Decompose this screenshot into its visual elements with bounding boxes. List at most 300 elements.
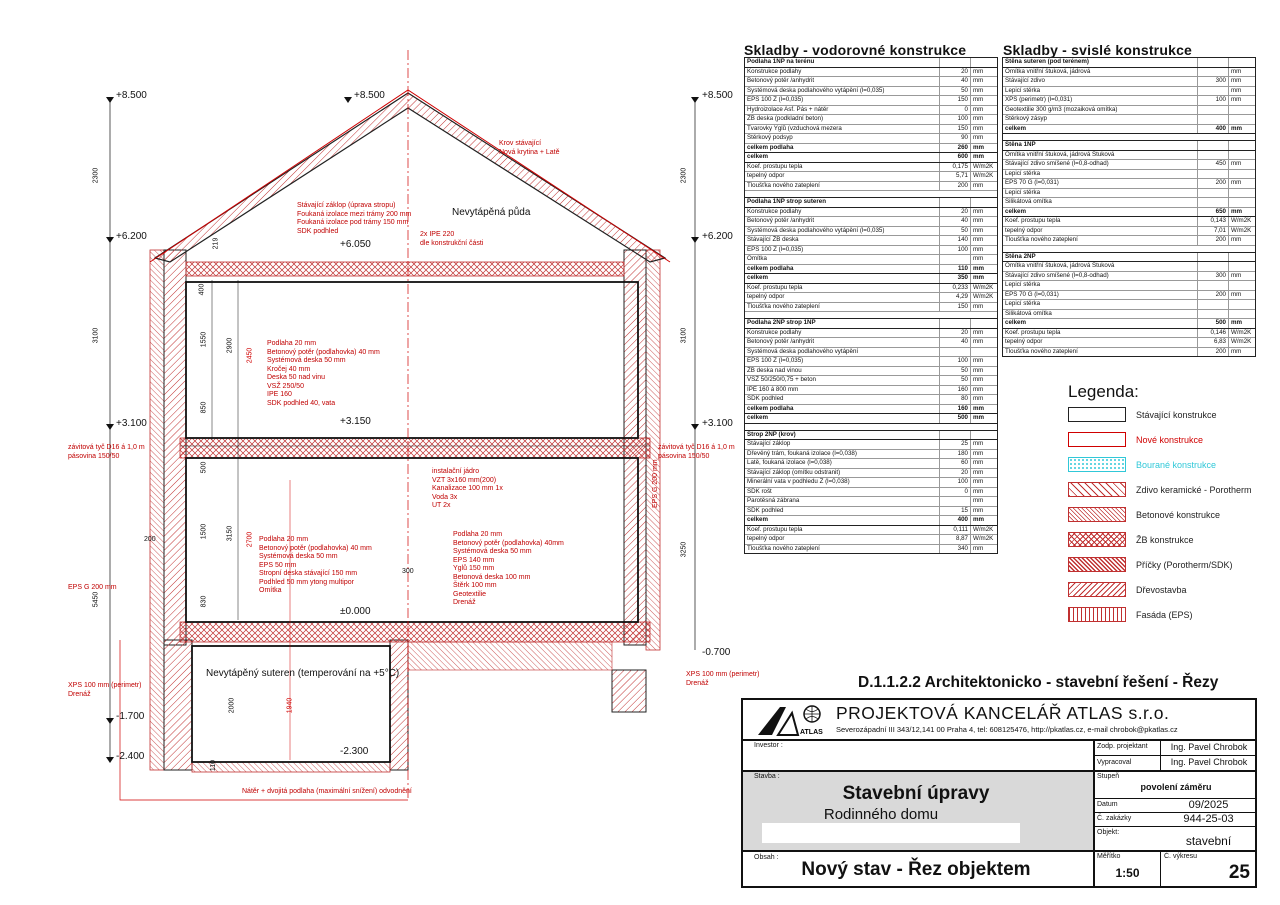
obsah-label: Obsah : [754, 854, 779, 861]
row-label: Silikátová omítka [1003, 198, 1198, 207]
row-unit: mm [973, 449, 984, 457]
investor-label: Investor : [754, 742, 783, 749]
note-line: Nová krytina + Latě [499, 148, 560, 156]
row-unit [971, 319, 997, 328]
row-label: Koef. prostupu tepla [745, 163, 940, 172]
level-terrain: -0.700 [702, 647, 731, 658]
row-label: celkem [1003, 208, 1198, 217]
dim-1550: 1550 [200, 331, 208, 348]
atlas-logo-icon [756, 703, 826, 737]
row-label: Stěna 2NP [1003, 253, 1198, 262]
legend-label: Bourané konstrukce [1136, 459, 1217, 470]
row-label: Koef. prostupu tepla [745, 526, 940, 535]
row-label: Systémová deska podlahového vytápění (l=0,035) [745, 87, 940, 96]
row-label: EPS 70 G (l=0,031) [1003, 291, 1198, 300]
row-value: 300 [1198, 272, 1229, 281]
row-value: 500 [1198, 319, 1229, 328]
schedule-row [745, 227, 997, 237]
row-unit: mm [973, 274, 985, 281]
row-value: 200 [1198, 291, 1229, 300]
schedule-row [1003, 170, 1255, 180]
row-label: Betonový potěr /anhydrit [745, 217, 940, 226]
row-value: 8,87 [940, 535, 971, 544]
row-value: 0,175 [940, 163, 971, 172]
row-value [1198, 310, 1229, 319]
row-label: Hydroizolace Asf. Pás + nátěr [745, 106, 940, 115]
note-line: pásovina 150/50 [658, 452, 710, 460]
row-value [1198, 281, 1229, 290]
row-unit: mm [973, 385, 984, 393]
row-label: Silikátová omítka [1003, 310, 1198, 319]
row-unit: mm [973, 255, 984, 262]
note-line: 2x IPE 220 [420, 231, 455, 238]
row-value: 200 [1198, 348, 1229, 357]
note-line: Stropní deska stávající 150 mm [259, 570, 358, 577]
row-unit [1229, 151, 1255, 160]
datum-label: Datum [1097, 801, 1118, 808]
note-line: Kročej 40 mm [267, 365, 311, 373]
level-base-inner: -2.300 [340, 746, 369, 757]
row-value: 400 [1198, 125, 1229, 134]
row-unit: mm [973, 497, 984, 504]
row-label: Stávající zdivo smíšené (l=0,8-odhad) [1003, 160, 1198, 169]
schedule-row [745, 58, 997, 68]
note-line: IPE 160 [267, 391, 292, 398]
row-label: celkem podlaha [745, 405, 940, 414]
dim-left-top: 2300 [92, 167, 100, 184]
row-unit: mm [973, 404, 985, 412]
note-line: XPS 100 mm (perimetr) [68, 682, 142, 689]
row-label: Lepicí stěrka [1003, 300, 1198, 309]
roof-note [499, 140, 560, 157]
schedule-row [1003, 262, 1255, 272]
logo-text: ATLAS [800, 729, 823, 736]
row-label: EPS 100 Z (l=0,035) [745, 357, 940, 366]
row-value: 260 [940, 144, 971, 153]
legend-item [1068, 532, 1194, 547]
stavba-title: Stavební úpravy [842, 783, 990, 804]
stupen-value: povolení záměru [1140, 782, 1212, 792]
note-line: UT 2x [432, 502, 451, 509]
stupen-label: Stupeň [1097, 773, 1120, 780]
row-label: Koef. prostupu tepla [745, 284, 940, 293]
row-label: Stěna suteren (pod terénem) [1003, 58, 1198, 67]
row-label: celkem [1003, 319, 1198, 328]
note-line: Systémová deska 50 mm [259, 553, 338, 560]
schedule-row [745, 507, 997, 517]
row-label: Betonový potěr /anhydrit [745, 338, 940, 347]
note-line: Betonový potěr (podlahovka) 40 mm [259, 544, 372, 552]
schedule-row [745, 450, 997, 460]
row-value: 200 [1198, 179, 1229, 188]
row-unit: W/m2K [973, 172, 994, 179]
row-label: celkem [745, 274, 940, 283]
zakazka-value: 944-25-03 [1183, 813, 1234, 825]
note-line: EPS 50 mm [259, 561, 297, 569]
row-unit: mm [973, 478, 984, 485]
dim-850: 850 [200, 401, 208, 414]
row-value: 600 [940, 153, 971, 162]
row-unit [1229, 106, 1255, 115]
schedule-row [745, 208, 997, 218]
table-gap [745, 191, 997, 198]
schedule-row [1003, 106, 1255, 116]
row-label: SDK podhled [745, 395, 940, 404]
level-base-left: -1.700 [116, 711, 145, 722]
schedule-row [1003, 141, 1255, 151]
row-unit: mm [973, 153, 985, 160]
row-unit: mm [973, 115, 984, 122]
row-unit: W/m2K [973, 525, 994, 533]
schedule-row [745, 106, 997, 116]
row-label: Stávající ŽB deska [745, 236, 940, 245]
row-label: Lepicí stěrka [1003, 189, 1198, 198]
row-value [940, 255, 971, 264]
row-value [940, 431, 971, 440]
row-unit: W/m2K [1231, 217, 1252, 224]
row-label: Parotěsná zábrana [745, 497, 940, 506]
note-line: Betonová deska 100 mm [453, 573, 531, 581]
row-label: Koef. prostupu tepla [1003, 329, 1198, 338]
legend-label: Příčky (Porotherm/SDK) [1136, 559, 1233, 570]
note-line: Podlaha 20 mm [259, 536, 309, 543]
dim-300: 300 [402, 568, 414, 575]
note-line: instalační jádro [432, 468, 480, 475]
row-unit: mm [973, 395, 984, 402]
schedule-row [1003, 151, 1255, 161]
row-label: EPS 100 Z (l=0,035) [745, 96, 940, 105]
row-value [940, 497, 971, 506]
row-value: 140 [940, 236, 971, 245]
row-label: Konstrukce podlahy [745, 208, 940, 217]
row-value: 100 [940, 357, 971, 366]
row-unit: mm [973, 86, 984, 94]
row-unit: mm [973, 217, 984, 224]
row-label: Podlaha 2NP strop 1NP [745, 319, 940, 328]
legend-item [1068, 457, 1216, 472]
row-label: Omítka vnitřní štuková, jádrová [1003, 68, 1198, 77]
row-value: 450 [1198, 160, 1229, 169]
company-address: Severozápadní III 343/12,141 00 Praha 4, tel: 608125476, http://pkatlas.cz, e-mail chrobok@pkatlas.cz [836, 725, 1178, 734]
row-unit: mm [973, 105, 984, 113]
row-value [1198, 58, 1229, 67]
schedule-row [745, 265, 997, 275]
note-line: Štěrk 100 mm [453, 582, 497, 589]
vykres-label: Č. výkresu [1164, 853, 1198, 860]
schedule-row [1003, 96, 1255, 106]
schedule-row [1003, 348, 1255, 357]
level-ground: ±0.000 [340, 606, 371, 617]
schedule-row [745, 405, 997, 415]
schedule-row [745, 395, 997, 405]
row-unit: mm [973, 96, 984, 103]
room-basement: Nevytápěný suteren (temperování na +5°C) [206, 668, 400, 679]
row-label: tepelný odpor [1003, 338, 1198, 347]
vertical-schedule [1002, 57, 1256, 357]
legend-swatch [1068, 482, 1126, 497]
row-value: 110 [940, 265, 971, 274]
schedule-row [745, 96, 997, 106]
meritko-value: 1:50 [1115, 866, 1140, 880]
row-value: 160 [940, 405, 971, 414]
note-line: Yglů 150 mm [453, 565, 495, 572]
row-unit: mm [973, 506, 984, 514]
schedule-row [1003, 217, 1255, 227]
schedule-row [745, 545, 997, 554]
note-line: Omítka [259, 587, 282, 594]
legend-title: Legenda: [1068, 382, 1139, 401]
xps-right-note [686, 671, 760, 688]
row-value: 50 [940, 367, 971, 376]
row-value: 15 [940, 507, 971, 516]
horizontal-schedule [744, 57, 998, 554]
row-label: Tloušťka nového zateplení [745, 182, 940, 191]
schedule-row [1003, 291, 1255, 301]
meritko-label: Měřítko [1097, 853, 1121, 860]
schedule-row [1003, 77, 1255, 87]
row-value: 100 [1198, 96, 1229, 105]
row-unit: mm [973, 440, 984, 447]
row-unit [1229, 300, 1255, 309]
lintel-left-note [68, 444, 145, 461]
row-value [1198, 68, 1229, 77]
row-unit: mm [1231, 77, 1242, 84]
row-label: Strop 2NP (krov) [745, 431, 940, 440]
legend-item [1068, 607, 1193, 622]
row-unit: mm [973, 468, 984, 476]
schedule-row [745, 153, 997, 163]
note-line: Deska 50 nad vinu [267, 374, 325, 381]
schedule-row [745, 198, 997, 208]
schedule-row [1003, 198, 1255, 208]
schedule-row [745, 357, 997, 367]
beam-note [420, 231, 483, 248]
legend-swatch [1068, 582, 1126, 597]
row-value: 150 [940, 303, 971, 312]
row-value: 0,146 [1198, 329, 1229, 338]
row-unit: mm [1231, 124, 1243, 132]
row-unit: mm [973, 544, 984, 552]
row-value [1198, 106, 1229, 115]
row-value [940, 198, 971, 207]
row-label: Omítka [745, 255, 940, 264]
row-value: 0,233 [940, 284, 971, 293]
row-value: 200 [1198, 236, 1229, 245]
row-unit: W/m2K [973, 162, 994, 170]
row-value: 50 [940, 376, 971, 385]
row-unit [971, 348, 997, 357]
row-value: 4,29 [940, 293, 971, 302]
xps-left-note [68, 682, 142, 699]
schedule-row [745, 526, 997, 536]
row-unit [1229, 281, 1255, 290]
stavba-label: Stavba : [754, 773, 780, 780]
row-label: Lepicí stěrka [1003, 170, 1198, 179]
row-value: 20 [940, 329, 971, 338]
sheet-title: D.1.1.2.2 Architektonicko - stavební řešení - Řezy [858, 674, 1219, 691]
row-value: 90 [940, 134, 971, 143]
row-unit: mm [973, 67, 984, 75]
floor1-right-note [453, 531, 564, 608]
level-floor2-left: +3.100 [116, 418, 147, 429]
schedule-row [1003, 179, 1255, 189]
schedule-row [745, 329, 997, 339]
legend-label: Zdivo keramické - Porotherm [1136, 484, 1252, 495]
row-label: Lepicí stěrka [1003, 281, 1198, 290]
row-unit: W/m2K [1231, 226, 1252, 234]
row-label: Stávající zdivo smíšené (l=0,8-odhad) [1003, 272, 1198, 281]
row-value [1198, 198, 1229, 207]
legend-label: Dřevostavba [1136, 584, 1187, 595]
core-note [432, 468, 503, 511]
schedule-row [1003, 87, 1255, 97]
row-value [940, 348, 971, 357]
schedule-row [745, 348, 997, 358]
room-attic: Nevytápěná půda [452, 207, 531, 218]
schedule-row [1003, 125, 1255, 135]
row-value: 0 [940, 106, 971, 115]
row-value: 180 [940, 450, 971, 459]
row-label: tepelný odpor [745, 535, 940, 544]
row-unit: W/m2K [1231, 328, 1252, 336]
row-unit: mm [973, 134, 984, 141]
note-line: Podhled 50 mm ytong multipor [259, 578, 354, 586]
row-value: 40 [940, 217, 971, 226]
schedule-row [745, 469, 997, 479]
row-value: 0,143 [1198, 217, 1229, 226]
row-value: 160 [940, 386, 971, 395]
row-unit: mm [973, 302, 984, 310]
schedule-row [745, 338, 997, 348]
schedule-row [745, 459, 997, 469]
row-label: Lepicí stěrka [1003, 87, 1198, 96]
dim-219: 219 [212, 237, 220, 250]
row-value: 150 [940, 96, 971, 105]
schedule-row [745, 77, 997, 87]
obsah-value: Nový stav - Řez objektem [801, 859, 1031, 880]
row-value: 20 [940, 469, 971, 478]
row-unit: mm [1231, 319, 1243, 326]
row-value [940, 58, 971, 67]
row-label: Konstrukce podlahy [745, 68, 940, 77]
row-label: Stěna 1NP [1003, 141, 1198, 150]
row-value [1198, 262, 1229, 271]
note-line: VSŽ 250/50 [267, 382, 304, 390]
row-value: 20 [940, 208, 971, 217]
legend-label: Fasáda (EPS) [1136, 609, 1193, 620]
row-value: 7,01 [1198, 227, 1229, 236]
ceiling-note [297, 202, 411, 236]
base-floor-note: Nátěr + dvojitá podlaha (maximální snížení) odvodnění [242, 788, 412, 795]
row-unit: mm [973, 245, 984, 253]
schedule-row [1003, 115, 1255, 125]
schedule-row [1003, 310, 1255, 320]
row-unit [1229, 310, 1255, 319]
legend-label: ŽB konstrukce [1136, 534, 1194, 545]
note-line: pásovina 150/50 [68, 452, 120, 460]
row-unit: mm [1231, 160, 1242, 167]
row-label: SDK rošt [745, 488, 940, 497]
schedule-row [745, 414, 997, 424]
row-label: celkem podlaha [745, 144, 940, 153]
row-value: 650 [1198, 208, 1229, 217]
row-label: tepelný odpor [745, 293, 940, 302]
dim-110: 110 [210, 759, 218, 772]
row-label: Koef. prostupu tepla [1003, 217, 1198, 226]
dim-right-bottom: 3250 [680, 541, 688, 558]
note-line: Foukaná izolace mezi trámy 200 mm [297, 210, 412, 218]
row-value: 100 [940, 115, 971, 124]
row-value: 100 [940, 478, 971, 487]
vertical-title: Skladby - svislé konstrukce [1003, 42, 1193, 58]
schedule-row [745, 144, 997, 154]
row-unit [971, 431, 997, 440]
row-unit: W/m2K [1231, 338, 1252, 345]
row-value: 80 [940, 395, 971, 404]
row-unit: mm [973, 226, 984, 234]
row-label: Systémová deska podlahového vytápění (l=0,035) [745, 227, 940, 236]
row-value: 25 [940, 440, 971, 449]
dim-left-bottom: 5450 [92, 591, 100, 608]
row-value [1198, 115, 1229, 124]
note-line: EPS 140 mm [453, 556, 495, 564]
resp-value: Ing. Pavel Chrobok [1170, 742, 1248, 752]
row-unit: mm [1231, 179, 1242, 186]
legend-swatch [1068, 457, 1126, 472]
legend-swatch [1068, 432, 1126, 447]
row-value: 200 [940, 182, 971, 191]
floor2-note [267, 340, 380, 408]
row-unit [971, 58, 997, 67]
schedule-row [745, 236, 997, 246]
schedule-row [745, 488, 997, 498]
row-value [1198, 151, 1229, 160]
row-label: Štěrkový zásyp [1003, 115, 1198, 124]
table-gap [745, 312, 997, 319]
row-label: Latě, foukaná izolace (l=0,038) [745, 459, 940, 468]
row-unit: mm [973, 328, 984, 336]
row-unit: mm [973, 143, 985, 151]
dim-830: 830 [200, 595, 208, 608]
schedule-row [745, 535, 997, 545]
row-label: Tloušťka nového zateplení [745, 545, 940, 554]
row-label: VSŽ 50/250/0,75 + beton [745, 376, 940, 385]
row-unit: mm [973, 357, 984, 364]
schedule-row [745, 293, 997, 303]
row-unit: mm [973, 181, 984, 189]
legend-label: Betonové konstrukce [1136, 509, 1221, 520]
row-label: Omítka vnitřní štuková, jádrová Štuková [1003, 262, 1198, 271]
note-line: Stávající záklop (úprava stropu) [297, 202, 396, 209]
row-unit [971, 198, 997, 207]
row-label: Geotextilie 300 g/m3 (mozaiková omítka) [1003, 106, 1198, 115]
row-unit: mm [1231, 271, 1242, 279]
schedule-row [745, 172, 997, 182]
row-unit: W/m2K [973, 283, 994, 291]
schedule-row [1003, 58, 1255, 68]
datum-value: 09/2025 [1188, 799, 1229, 811]
floor1-left-note [259, 536, 372, 596]
schedule-row [745, 134, 997, 144]
note-line: závitová tyč D16 á 1,0 m [68, 444, 145, 451]
schedule-row [745, 303, 997, 313]
row-unit: mm [973, 516, 985, 523]
legend-item [1068, 507, 1220, 522]
row-value: 400 [940, 516, 971, 525]
note-line: Foukaná izolace pod trámy 150 mm [297, 219, 409, 226]
row-label: celkem [745, 516, 940, 525]
row-unit: mm [1231, 67, 1242, 75]
